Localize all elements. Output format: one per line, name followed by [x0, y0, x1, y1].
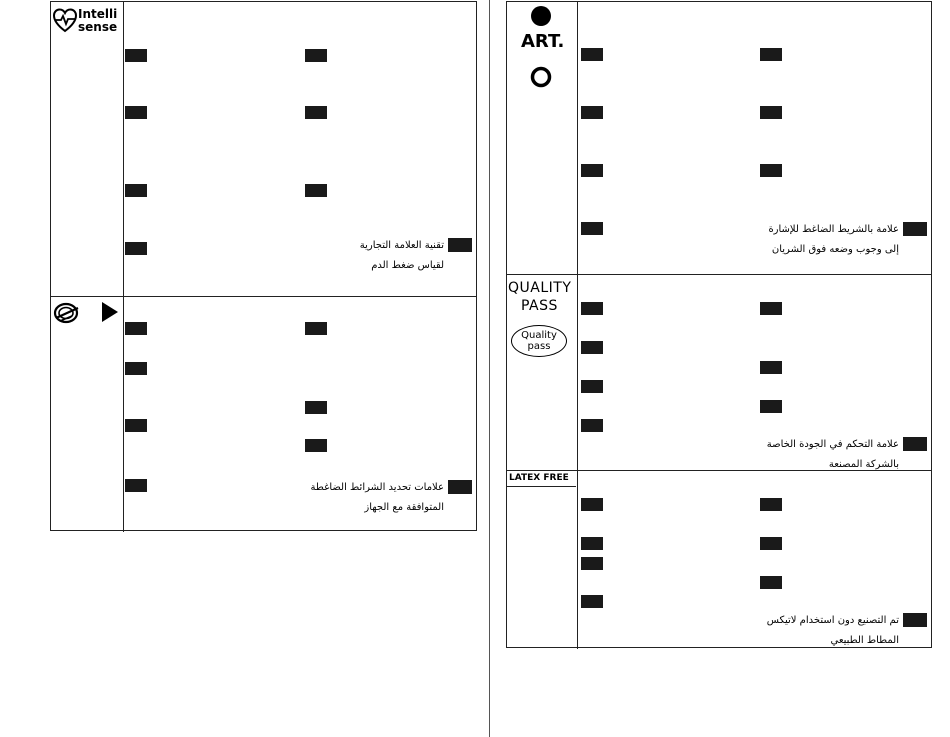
redacted-box [448, 480, 472, 494]
page-divider [489, 0, 490, 737]
redacted-box [125, 184, 147, 197]
quality-pass-label-line1: QUALITY [508, 280, 572, 296]
quality-pass-badge-line1: Quality [521, 330, 557, 341]
art-label: ART. [521, 31, 565, 52]
redacted-box [305, 184, 327, 197]
redacted-box [760, 400, 782, 413]
redacted-box [581, 48, 603, 61]
redacted-box [760, 302, 782, 315]
cuff-fitting-row [51, 296, 476, 532]
left-symbol-table [50, 1, 477, 531]
art-row [507, 2, 931, 274]
intellisense-description [360, 236, 472, 276]
redacted-box [125, 106, 147, 119]
redacted-box [581, 380, 603, 393]
intellisense-note-line2: لقياس ضغط الدم [371, 260, 444, 271]
art-description [768, 220, 927, 260]
redacted-box [581, 595, 603, 608]
quality-pass-badge-line2: pass [527, 341, 551, 352]
latex-free-label: LATEX FREE [509, 473, 569, 483]
redacted-box [305, 401, 327, 414]
quality-pass-row [507, 274, 931, 470]
redacted-box [581, 302, 603, 315]
intellisense-icon-cell [51, 2, 124, 296]
redacted-box [581, 341, 603, 354]
intellisense-logo-line2: sense [78, 20, 118, 34]
redacted-box [581, 557, 603, 570]
cuff-fitting-note-line2: المتوافقة مع الجهاز [364, 502, 444, 513]
redacted-box [581, 537, 603, 550]
redacted-box [760, 164, 782, 177]
cuff-fitting-note-line1: علامات تحديد الشرائط الضاغطة [310, 482, 444, 493]
right-symbol-table [506, 1, 932, 648]
redacted-box [903, 613, 927, 627]
latex-free-row [507, 470, 931, 649]
quality-pass-note-line2: بالشركة المصنعة [828, 459, 899, 470]
redacted-box [305, 439, 327, 452]
latex-free-icon-cell [507, 471, 578, 649]
redacted-box [760, 106, 782, 119]
intellisense-logo-line1: Intelli [78, 7, 118, 21]
cuff-range-icon [52, 299, 122, 327]
quality-pass-icon-cell [507, 275, 578, 470]
art-note-line1: علامة بالشريط الضاغط للإشارة [768, 224, 899, 235]
redacted-box [581, 164, 603, 177]
quality-pass-note-line1: علامة التحكم في الجودة الخاصة [766, 439, 899, 450]
redacted-box [581, 419, 603, 432]
redacted-box [125, 362, 147, 375]
latex-free-note-line1: تم التصنيع دون استخدام لاتيكس [766, 615, 899, 626]
redacted-box [125, 419, 147, 432]
quality-pass-label-line2: PASS [521, 298, 558, 314]
redacted-box [305, 49, 327, 62]
quality-pass-description [767, 435, 927, 475]
latex-free-note-line2: المطاط الطبيعي [830, 635, 899, 646]
cuff-fitting-description [311, 478, 472, 518]
redacted-box [903, 222, 927, 236]
redacted-box [305, 106, 327, 119]
redacted-box [903, 437, 927, 451]
redacted-box [581, 106, 603, 119]
art-note-line2: إلى وجوب وضعه فوق الشريان [771, 244, 899, 255]
latex-free-label-box [507, 471, 576, 487]
cuff-fitting-icon-cell [51, 297, 124, 532]
redacted-box [305, 322, 327, 335]
latex-free-description [767, 611, 927, 651]
art-icon-cell [507, 2, 578, 274]
redacted-box [581, 498, 603, 511]
open-circle-icon [529, 65, 553, 89]
quality-pass-badge [511, 325, 567, 357]
redacted-box [760, 498, 782, 511]
redacted-box [125, 49, 147, 62]
redacted-box [760, 361, 782, 374]
redacted-box [760, 48, 782, 61]
redacted-box [760, 537, 782, 550]
redacted-box [125, 322, 147, 335]
redacted-box [760, 576, 782, 589]
heart-pulse-icon [53, 8, 77, 34]
redacted-box [448, 238, 472, 252]
filled-circle-icon [529, 4, 553, 28]
intellisense-note-line1: تقنية العلامة التجارية [359, 240, 444, 251]
redacted-box [125, 479, 147, 492]
redacted-box [581, 222, 603, 235]
intellisense-row [51, 2, 476, 296]
redacted-box [125, 242, 147, 255]
